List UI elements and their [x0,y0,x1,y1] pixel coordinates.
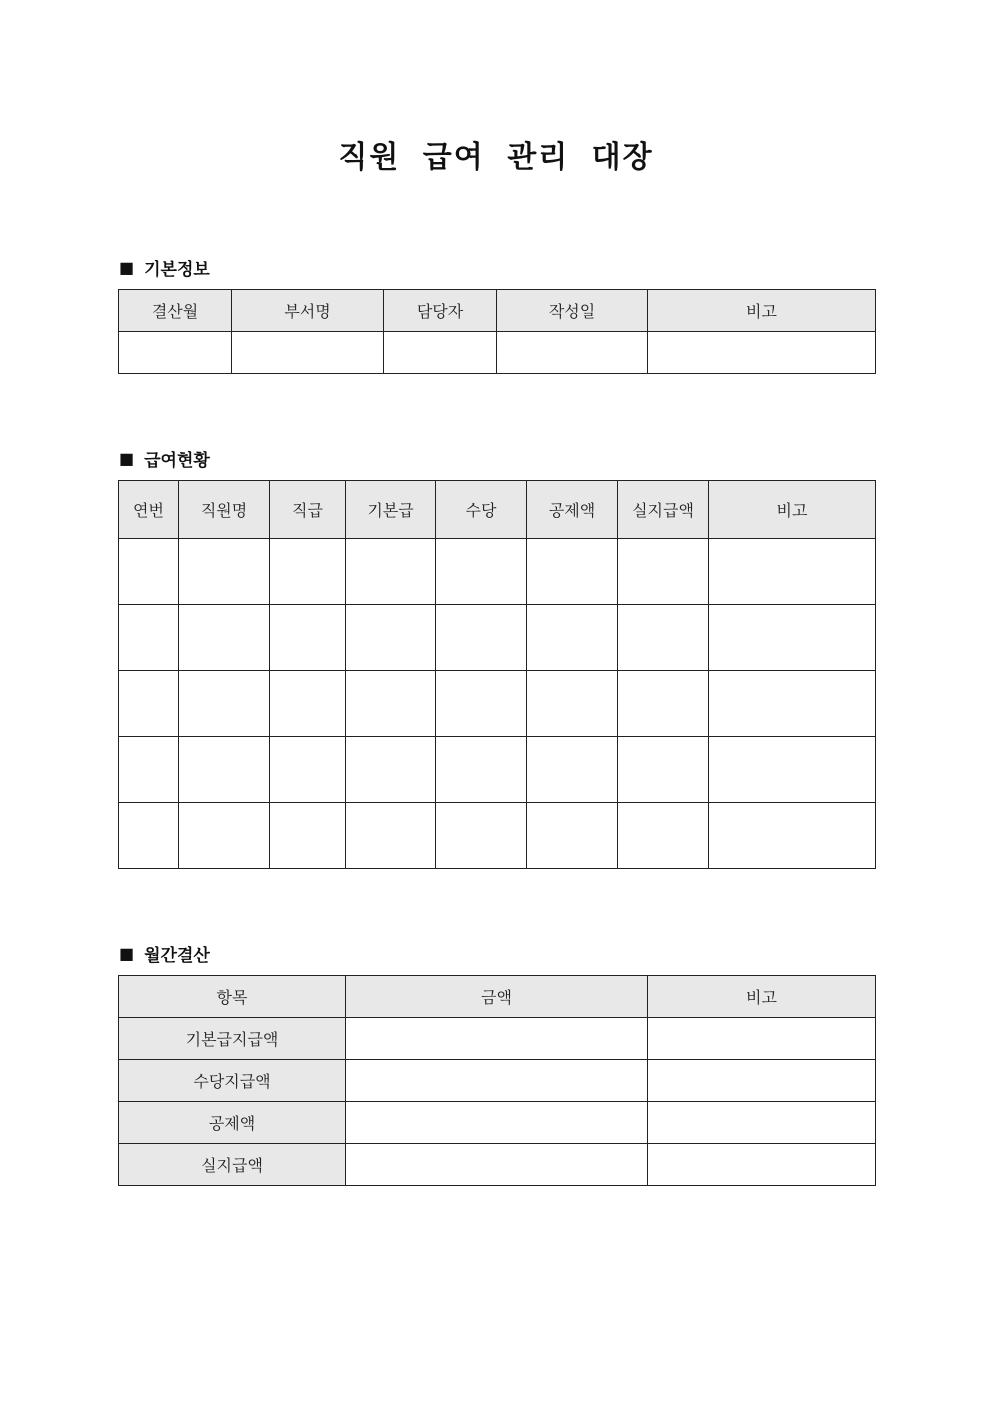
square-bullet-icon: ■ [119,944,135,963]
column-header-date-written: 작성일 [497,290,648,332]
table-header-row [119,976,876,1018]
remarks-cell[interactable] [648,332,876,374]
remarks-cell[interactable] [648,1144,876,1186]
table-cell[interactable] [119,737,179,803]
table-cell[interactable] [709,539,876,605]
table-cell[interactable] [527,671,618,737]
table-cell[interactable] [270,539,346,605]
section-heading-basic-info [119,255,210,280]
table-row [119,605,876,671]
table-cell[interactable] [270,737,346,803]
column-header-employee-name: 직원명 [179,481,270,539]
column-header-amount: 금액 [346,976,648,1018]
table-cell[interactable] [618,803,709,869]
table-cell[interactable] [179,539,270,605]
table-cell[interactable] [436,803,527,869]
section-heading-salary-status [119,446,210,471]
table-cell[interactable] [709,737,876,803]
table-cell[interactable] [618,539,709,605]
square-bullet-icon: ■ [119,258,135,277]
table-cell[interactable] [436,539,527,605]
column-header-deduction: 공제액 [527,481,618,539]
table-cell[interactable] [709,803,876,869]
table-cell[interactable] [346,605,436,671]
table-header-row [119,290,876,332]
table-cell[interactable] [119,605,179,671]
table-cell[interactable] [527,539,618,605]
column-header-manager: 담당자 [384,290,497,332]
table-cell[interactable] [346,539,436,605]
amount-cell[interactable] [346,1144,648,1186]
amount-cell[interactable] [346,1060,648,1102]
section-title: 월간결산 [144,946,210,966]
table-row [119,1060,876,1102]
department-cell[interactable] [232,332,384,374]
column-header-position: 직급 [270,481,346,539]
column-header-item: 항목 [119,976,346,1018]
row-label-base-salary-paid: 기본급지급액 [119,1018,346,1060]
table-cell[interactable] [709,671,876,737]
table-row [119,332,876,374]
row-label-allowance-paid: 수당지급액 [119,1060,346,1102]
table-cell[interactable] [179,737,270,803]
settlement-month-cell[interactable] [119,332,232,374]
table-cell[interactable] [270,605,346,671]
date-written-cell[interactable] [497,332,648,374]
column-header-remarks: 비고 [709,481,876,539]
document-title: 직원 급여 관리 대장 [338,140,654,175]
table-cell[interactable] [179,803,270,869]
table-cell[interactable] [346,803,436,869]
column-header-remarks: 비고 [648,290,876,332]
table-cell[interactable] [709,605,876,671]
table-cell[interactable] [618,605,709,671]
row-label-net-pay: 실지급액 [119,1144,346,1186]
table-cell[interactable] [346,671,436,737]
column-header-remarks: 비고 [648,976,876,1018]
table-cell[interactable] [346,737,436,803]
table-row [119,539,876,605]
table-cell[interactable] [618,671,709,737]
column-header-net-pay: 실지급액 [618,481,709,539]
remarks-cell[interactable] [648,1060,876,1102]
table-cell[interactable] [436,671,527,737]
square-bullet-icon: ■ [119,449,135,468]
section-heading-monthly-settlement [119,941,210,966]
table-cell[interactable] [270,803,346,869]
table-row [119,1144,876,1186]
table-cell[interactable] [436,737,527,803]
remarks-cell[interactable] [648,1102,876,1144]
table-cell[interactable] [527,737,618,803]
amount-cell[interactable] [346,1102,648,1144]
amount-cell[interactable] [346,1018,648,1060]
table-cell[interactable] [119,671,179,737]
table-cell[interactable] [527,605,618,671]
table-cell[interactable] [179,605,270,671]
column-header-allowance: 수당 [436,481,527,539]
table-cell[interactable] [119,539,179,605]
salary-status-table [118,480,876,869]
column-header-settlement-month: 결산월 [119,290,232,332]
row-label-deduction: 공제액 [119,1102,346,1144]
table-row [119,1102,876,1144]
table-cell[interactable] [436,605,527,671]
basic-info-table [118,289,876,374]
table-row [119,671,876,737]
column-header-serial-no: 연번 [119,481,179,539]
column-header-department: 부서명 [232,290,384,332]
table-row [119,1018,876,1060]
monthly-settlement-table [118,975,876,1186]
manager-cell[interactable] [384,332,497,374]
table-cell[interactable] [270,671,346,737]
table-row [119,737,876,803]
table-row [119,803,876,869]
table-cell[interactable] [179,671,270,737]
column-header-base-salary: 기본급 [346,481,436,539]
table-cell[interactable] [119,803,179,869]
section-title: 급여현황 [144,451,210,471]
table-header-row [119,481,876,539]
table-cell[interactable] [618,737,709,803]
remarks-cell[interactable] [648,1018,876,1060]
table-cell[interactable] [527,803,618,869]
section-title: 기본정보 [144,260,210,280]
